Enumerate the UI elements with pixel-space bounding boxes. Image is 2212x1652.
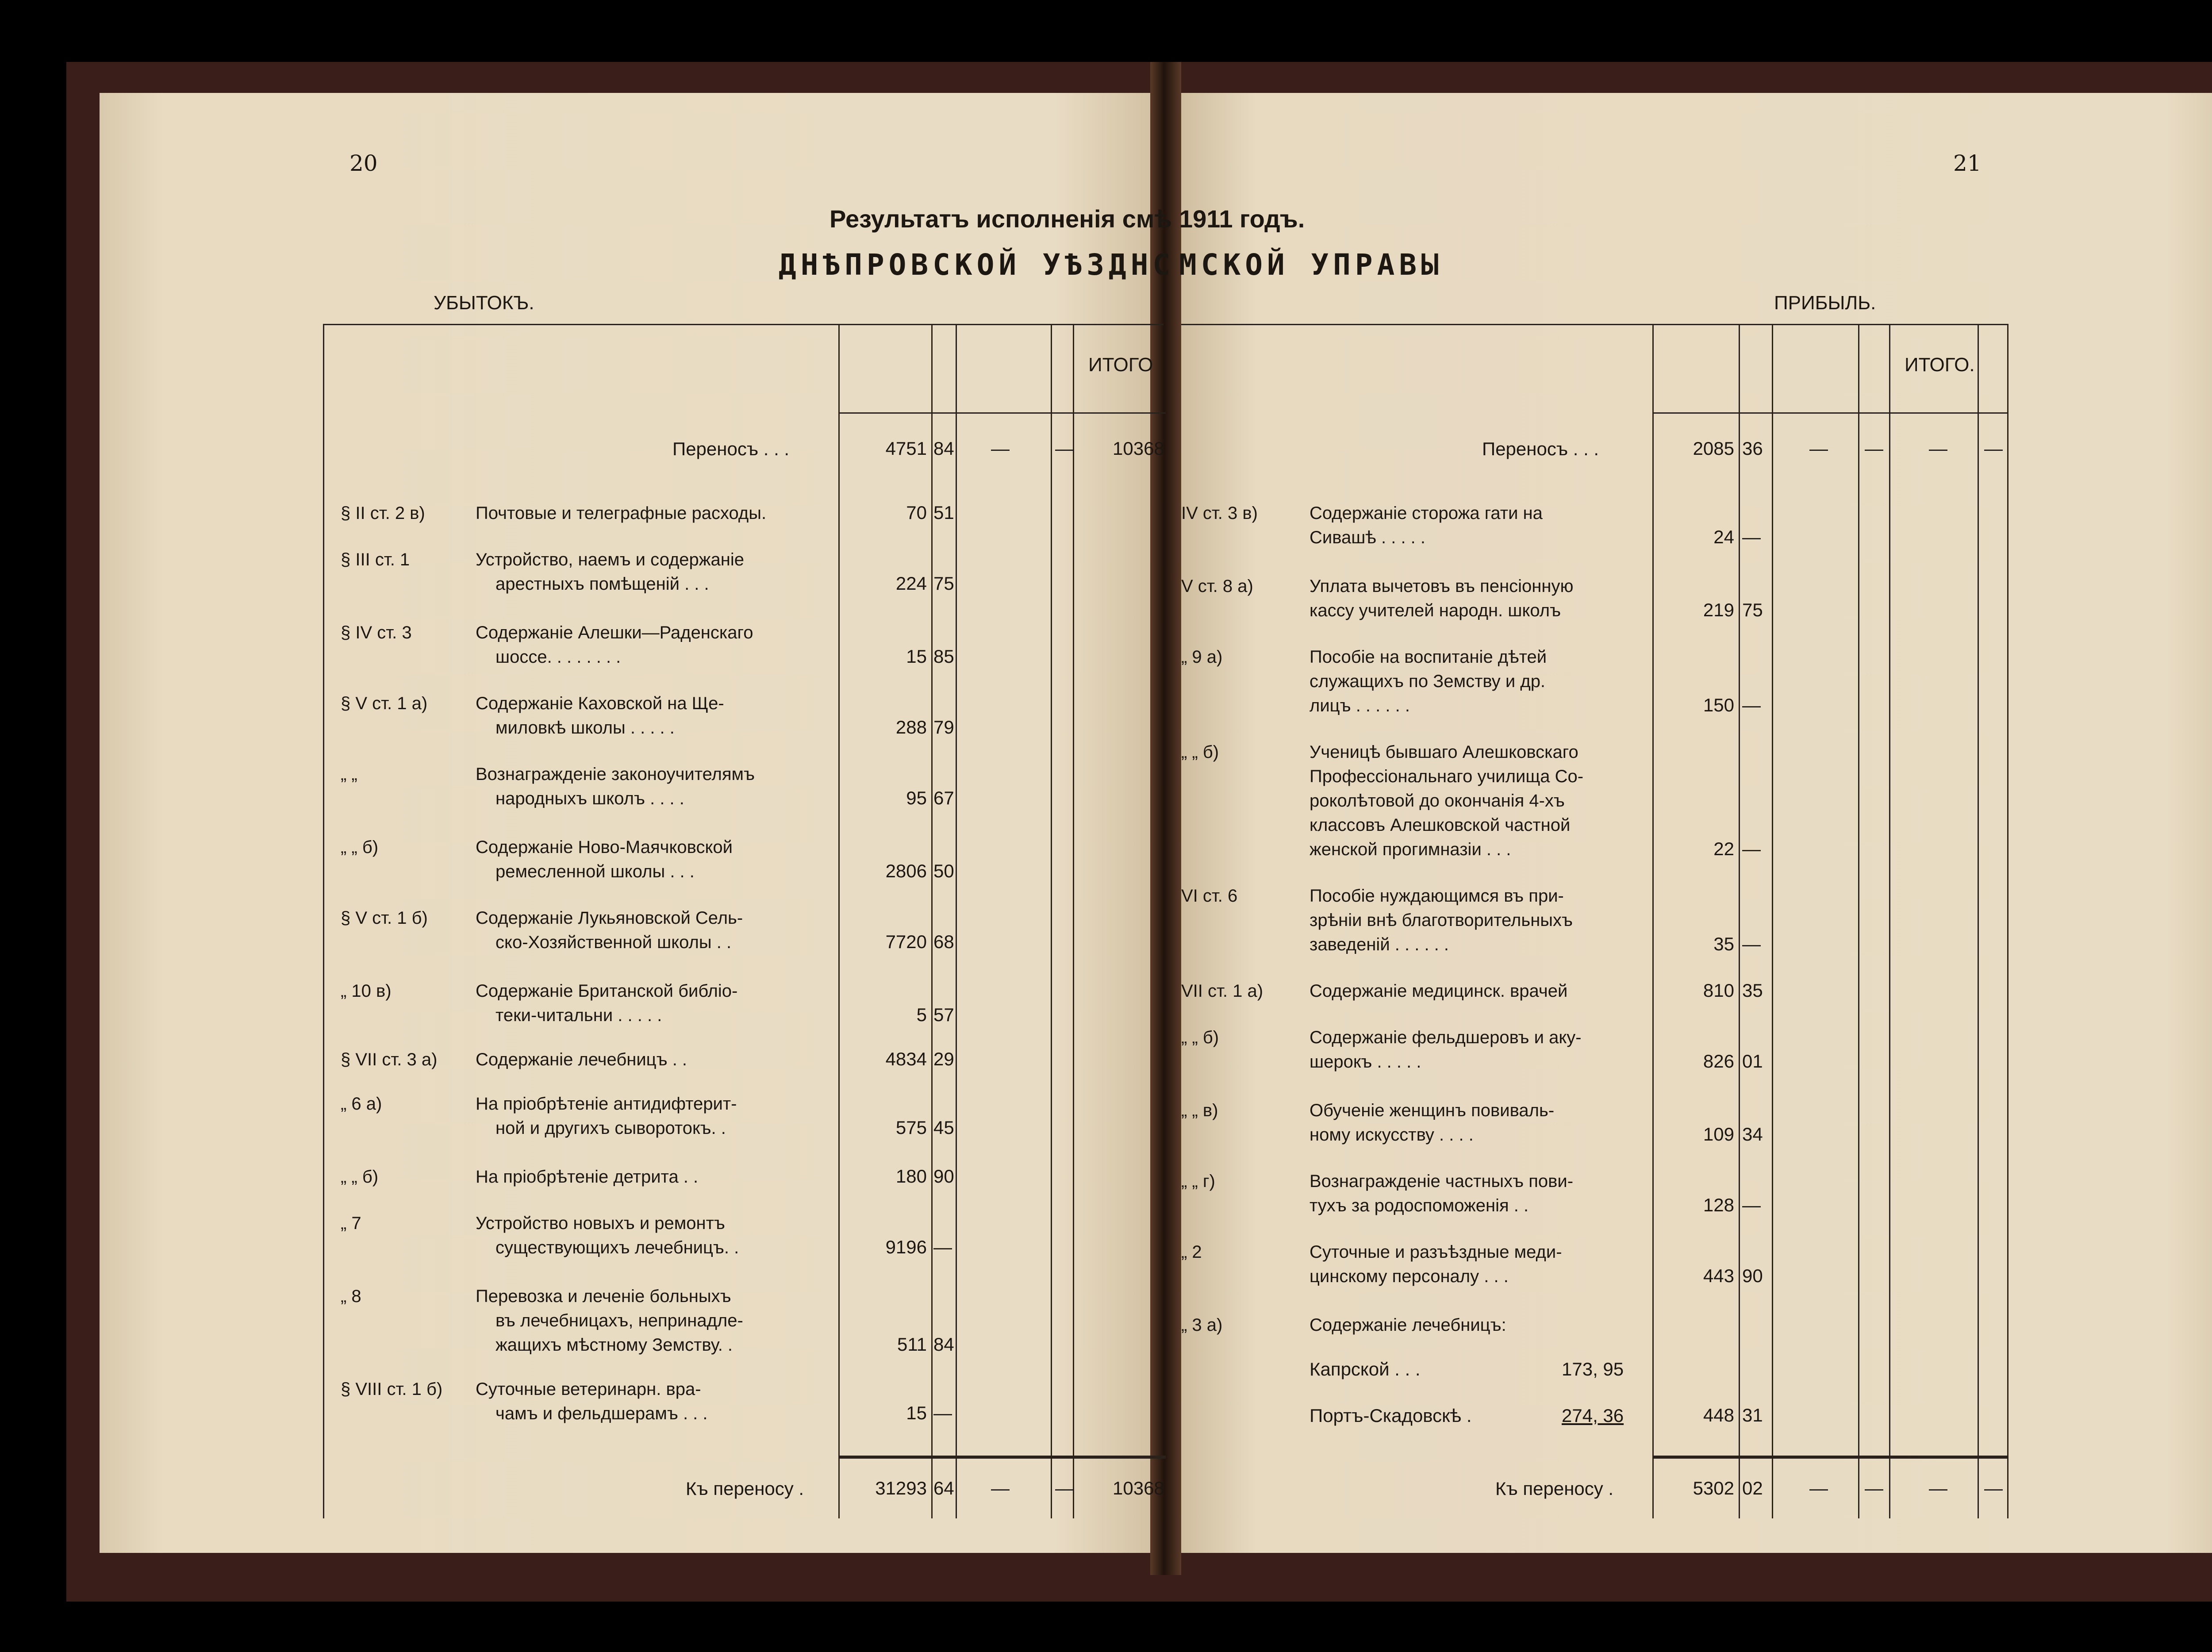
row-rubles: 511 bbox=[897, 1334, 927, 1355]
right-sub-amount: 274, 36 bbox=[1562, 1405, 1624, 1426]
row-kopecks: 35 bbox=[1742, 980, 1763, 1001]
row-description-line: народныхъ школъ . . . . bbox=[495, 789, 684, 808]
title-line2-left: ДНѢПРОВСКОЙ УѢЗДНС bbox=[779, 248, 1175, 282]
left-footer-label: Къ переносу . bbox=[686, 1478, 804, 1499]
row-rubles: 24 bbox=[1713, 526, 1734, 547]
row-rubles: 4834 bbox=[885, 1049, 927, 1069]
left-col-rule bbox=[1073, 324, 1074, 1518]
row-rubles: 95 bbox=[906, 788, 927, 808]
left-table-left-border bbox=[323, 324, 324, 1518]
row-code: V ст. 8 а) bbox=[1181, 576, 1253, 596]
row-description-line: Профессіональнаго училища Со- bbox=[1310, 767, 1584, 786]
row-kopecks: 68 bbox=[933, 931, 954, 952]
row-description-line: шерокъ . . . . . bbox=[1310, 1052, 1421, 1072]
left-col-rule bbox=[931, 324, 933, 1518]
row-code: „ 8 bbox=[341, 1287, 361, 1306]
row-description-line: чамъ и фельдшерамъ . . . bbox=[495, 1404, 708, 1423]
row-description-line: ной и другихъ сыворотокъ. . bbox=[495, 1118, 726, 1138]
right-sub-name: Капрской . . . bbox=[1310, 1359, 1421, 1379]
row-rubles: 224 bbox=[895, 573, 927, 594]
row-description-line: жащихъ мѣстному Земству. . bbox=[495, 1335, 733, 1355]
row-description-line: въ лечебницахъ, непринадле- bbox=[495, 1311, 743, 1330]
row-kopecks: 67 bbox=[933, 788, 954, 808]
row-rubles: 219 bbox=[1703, 599, 1734, 620]
page-number-left: 20 bbox=[349, 150, 378, 176]
book-gutter bbox=[1150, 62, 1181, 1575]
right-carry-dash1: — bbox=[1809, 438, 1828, 459]
left-carry-total: 10368 bbox=[1113, 438, 1164, 459]
row-rubles: 128 bbox=[1703, 1195, 1734, 1215]
row-rubles: 150 bbox=[1703, 695, 1734, 715]
row-kopecks: 34 bbox=[1742, 1124, 1763, 1145]
row-kopecks: — bbox=[933, 1237, 952, 1257]
right-col-rule bbox=[1889, 324, 1890, 1518]
row-kopecks: 90 bbox=[933, 1166, 954, 1187]
row-code: VII ст. 1 а) bbox=[1181, 981, 1263, 1001]
row-rubles: 35 bbox=[1713, 934, 1734, 954]
right-header-rule bbox=[1652, 412, 2008, 414]
row-kopecks: 90 bbox=[1742, 1265, 1763, 1286]
row-kopecks: — bbox=[1742, 1195, 1761, 1215]
row-rubles: 180 bbox=[895, 1166, 927, 1187]
right-col-rule bbox=[1652, 324, 1654, 1518]
right-footer-rule bbox=[1652, 1456, 2008, 1459]
row-description-line: Содержаніе фельдшеровъ и аку- bbox=[1310, 1028, 1582, 1047]
left-carry-kop: 84 bbox=[933, 438, 954, 459]
right-col-rule bbox=[1772, 324, 1773, 1518]
row-code: „ 2 bbox=[1181, 1242, 1202, 1262]
row-code: „ 7 bbox=[341, 1214, 361, 1233]
row-code: § II ст. 2 в) bbox=[341, 503, 425, 523]
title-line1-right: 1911 годъ. bbox=[1179, 205, 1305, 233]
row-kopecks: — bbox=[933, 1402, 952, 1423]
row-code: „ 3 а) bbox=[1181, 1315, 1223, 1335]
row-description-line: Пособіе на воспитаніе дѣтей bbox=[1310, 647, 1547, 667]
row-code: § V ст. 1 а) bbox=[341, 694, 428, 713]
right-footer-rub: 5302 bbox=[1693, 1478, 1734, 1498]
row-rubles: 22 bbox=[1713, 838, 1734, 859]
right-carry-kop: 36 bbox=[1742, 438, 1763, 459]
title-line1-left: Результатъ исполненія смѣ bbox=[830, 205, 1172, 233]
row-kopecks: 29 bbox=[933, 1049, 954, 1069]
left-total-header: ИТОГО bbox=[1088, 354, 1153, 376]
row-description-line: Ученицѣ бывшаго Алешковскаго bbox=[1310, 742, 1578, 762]
row-kopecks: — bbox=[1742, 934, 1761, 954]
row-description-line: Содержаніе лечебницъ . . bbox=[476, 1050, 687, 1069]
row-description-line: теки-читальни . . . . . bbox=[495, 1006, 662, 1025]
left-table-top-rule bbox=[323, 324, 1164, 325]
row-code: § IV ст. 3 bbox=[341, 623, 412, 642]
row-description-line: Обученіе женщинъ повиваль- bbox=[1310, 1101, 1555, 1120]
row-description-line: Содержаніе Каховской на Ще- bbox=[476, 694, 724, 713]
row-description-line: ремесленной школы . . . bbox=[495, 862, 695, 881]
row-description-line: Содержаніе Лукьяновской Сель- bbox=[476, 908, 743, 928]
row-code: „ „ bbox=[341, 765, 357, 784]
row-description-line: кассу учителей народн. школъ bbox=[1310, 601, 1561, 620]
row-description-line: классовъ Алешковской частной bbox=[1310, 815, 1571, 835]
row-code: „ 9 а) bbox=[1181, 647, 1223, 667]
row-description-line: На пріобрѣтеніе антидифтерит- bbox=[476, 1094, 737, 1114]
row-rubles: 826 bbox=[1703, 1051, 1734, 1072]
left-carry-dash1: — bbox=[991, 438, 1010, 459]
row-code: § VII ст. 3 а) bbox=[341, 1050, 438, 1069]
row-code: § III ст. 1 bbox=[341, 550, 410, 569]
row-description-line: Почтовые и телеграфные расходы. bbox=[476, 503, 767, 523]
row-rubles: 7720 bbox=[885, 931, 927, 952]
row-description-line: шоссе. . . . . . . . bbox=[495, 647, 621, 667]
row-code: VI ст. 6 bbox=[1181, 886, 1238, 906]
right-carry-dash4: — bbox=[1984, 438, 2003, 459]
row-code: „ „ б) bbox=[1181, 1028, 1219, 1047]
row-kopecks: — bbox=[1742, 695, 1761, 715]
row-kopecks: 79 bbox=[933, 717, 954, 738]
row-code: § V ст. 1 б) bbox=[341, 908, 428, 928]
left-carry-label: Переносъ . . . bbox=[672, 438, 790, 459]
row-rubles: 15 bbox=[906, 1402, 927, 1423]
row-description-line: Вознагражденіе частныхъ пови- bbox=[1310, 1172, 1574, 1191]
row-code: „ 6 а) bbox=[341, 1094, 382, 1114]
row-description-line: ско-Хозяйственной школы . . bbox=[495, 933, 732, 952]
row-rubles: 575 bbox=[895, 1117, 927, 1138]
left-footer-dash2: — bbox=[1055, 1478, 1074, 1498]
row-description-line: существующихъ лечебницъ. . bbox=[495, 1238, 739, 1257]
right-footer-dash3: — bbox=[1929, 1478, 1947, 1498]
row-code: IV ст. 3 в) bbox=[1181, 503, 1258, 523]
row-description-line: Сивашѣ . . . . . bbox=[1310, 528, 1426, 547]
row-description-line: Вознагражденіе законоучителямъ bbox=[476, 765, 755, 784]
row-kopecks: 45 bbox=[933, 1117, 954, 1138]
row-description-line: миловкѣ школы . . . . . bbox=[495, 718, 675, 738]
right-footer-dash1: — bbox=[1809, 1478, 1828, 1498]
right-footer-dash4: — bbox=[1984, 1478, 2003, 1498]
row-kopecks: 75 bbox=[1742, 599, 1763, 620]
right-col-rule bbox=[1858, 324, 1859, 1518]
row-rubles: 443 bbox=[1703, 1265, 1734, 1286]
row-kopecks: 50 bbox=[933, 861, 954, 881]
row-rubles: 5 bbox=[916, 1004, 927, 1025]
left-footer-total: 10368 bbox=[1113, 1478, 1164, 1498]
row-description-line: Перевозка и леченіе больныхъ bbox=[476, 1287, 731, 1306]
row-code: § VIII ст. 1 б) bbox=[341, 1379, 443, 1399]
row-description-line: цинскому персоналу . . . bbox=[1310, 1267, 1509, 1286]
row-description-line: Устройство новыхъ и ремонтъ bbox=[476, 1214, 725, 1233]
row-kopecks: 57 bbox=[933, 1004, 954, 1025]
left-col-rule bbox=[838, 324, 840, 1518]
row-description-line: Содержаніе Ново-Маячковской bbox=[476, 838, 733, 857]
row-kopecks: 84 bbox=[933, 1334, 954, 1355]
row-rubles: 288 bbox=[895, 717, 927, 738]
right-sub-amount: 173, 95 bbox=[1562, 1359, 1624, 1379]
left-footer-rub: 31293 bbox=[875, 1478, 927, 1498]
row-rubles: 70 bbox=[906, 502, 927, 523]
right-total-header: ИТОГО. bbox=[1905, 354, 1975, 376]
row-rubles: 810 bbox=[1703, 980, 1734, 1001]
row-kopecks: 85 bbox=[933, 646, 954, 667]
row-code: „ „ б) bbox=[341, 1167, 379, 1187]
row-kopecks: 75 bbox=[933, 573, 954, 594]
row-description-line: тухъ за родоспоможенія . . bbox=[1310, 1196, 1529, 1215]
row-description-line: служащихъ по Земству и др. bbox=[1310, 672, 1546, 691]
row-description-line: Содержаніе сторожа гати на bbox=[1310, 503, 1543, 523]
row-description-line: Уплата вычетовъ въ пенсіонную bbox=[1310, 576, 1574, 596]
row-description-line: зрѣніи внѣ благотворительныхъ bbox=[1310, 911, 1573, 930]
row-kopecks: — bbox=[1742, 838, 1761, 859]
section-loss-label: УБЫТОКЪ. bbox=[434, 292, 534, 314]
row-code: „ „ г) bbox=[1181, 1172, 1215, 1191]
row-description-line: Суточные ветеринарн. вра- bbox=[476, 1379, 701, 1399]
row-code: „ „ б) bbox=[1181, 742, 1219, 762]
left-footer-kop: 64 bbox=[933, 1478, 954, 1498]
title-line2-right: МСКОЙ УПРАВЫ bbox=[1179, 248, 1443, 282]
row-code: „ „ в) bbox=[1181, 1101, 1218, 1120]
row-description-line: На пріобрѣтеніе детрита . . bbox=[476, 1167, 699, 1187]
right-sub-total-rub: 448 bbox=[1703, 1405, 1734, 1425]
right-footer-label: Къ переносу . bbox=[1495, 1478, 1614, 1499]
row-description-line: Содержаніе лечебницъ: bbox=[1310, 1315, 1506, 1335]
row-description-line: заведеній . . . . . . bbox=[1310, 935, 1449, 954]
section-profit-label: ПРИБЫЛЬ. bbox=[1774, 292, 1876, 314]
row-code: „ „ б) bbox=[341, 838, 379, 857]
row-description-line: Содержаніе Британской библіо- bbox=[476, 981, 738, 1001]
row-description-line: Содержаніе Алешки—Раденскаго bbox=[476, 623, 753, 642]
right-footer-dash2: — bbox=[1865, 1478, 1883, 1498]
right-table-right-border bbox=[2007, 324, 2008, 1518]
right-carry-dash2: — bbox=[1865, 438, 1883, 459]
right-carry-rub: 2085 bbox=[1693, 438, 1734, 459]
right-sub-total-kop: 31 bbox=[1742, 1405, 1763, 1425]
right-col-rule bbox=[1978, 324, 1979, 1518]
right-table-top-rule bbox=[1181, 324, 2008, 325]
left-carry-rub: 4751 bbox=[885, 438, 927, 459]
row-rubles: 109 bbox=[1703, 1124, 1734, 1145]
left-header-rule bbox=[838, 412, 1166, 414]
right-footer-kop: 02 bbox=[1742, 1478, 1763, 1498]
left-col-rule bbox=[1051, 324, 1052, 1518]
row-rubles: 15 bbox=[906, 646, 927, 667]
row-rubles: 9196 bbox=[885, 1237, 927, 1257]
row-description-line: женской прогимназіи . . . bbox=[1310, 840, 1511, 859]
row-description-line: лицъ . . . . . . bbox=[1310, 696, 1410, 715]
row-rubles: 2806 bbox=[885, 861, 927, 881]
row-kopecks: — bbox=[1742, 526, 1761, 547]
right-col-rule bbox=[1739, 324, 1740, 1518]
left-carry-dash2: — bbox=[1055, 438, 1074, 459]
row-description-line: арестныхъ помѣщеній . . . bbox=[495, 574, 709, 594]
right-sub-name: Портъ-Скадовскѣ . bbox=[1310, 1405, 1472, 1426]
left-footer-dash1: — bbox=[991, 1478, 1010, 1498]
row-description-line: Пособіе нуждающимся въ при- bbox=[1310, 886, 1564, 906]
row-kopecks: 51 bbox=[933, 502, 954, 523]
right-carry-dash3: — bbox=[1929, 438, 1947, 459]
row-description-line: Суточные и разъѣздные меди- bbox=[1310, 1242, 1562, 1262]
left-footer-rule bbox=[838, 1456, 1166, 1459]
row-description-line: Устройство, наемъ и содержаніе bbox=[476, 550, 745, 569]
page-number-right: 21 bbox=[1953, 150, 1982, 176]
row-description-line: роколѣтовой до окончанія 4-хъ bbox=[1310, 791, 1565, 811]
row-code: „ 10 в) bbox=[341, 981, 392, 1001]
row-description-line: Содержаніе медицинск. врачей bbox=[1310, 981, 1568, 1001]
right-carry-label: Переносъ . . . bbox=[1482, 438, 1599, 459]
left-col-rule bbox=[956, 324, 957, 1518]
row-kopecks: 01 bbox=[1742, 1051, 1763, 1072]
row-description-line: ному искусству . . . . bbox=[1310, 1125, 1474, 1145]
